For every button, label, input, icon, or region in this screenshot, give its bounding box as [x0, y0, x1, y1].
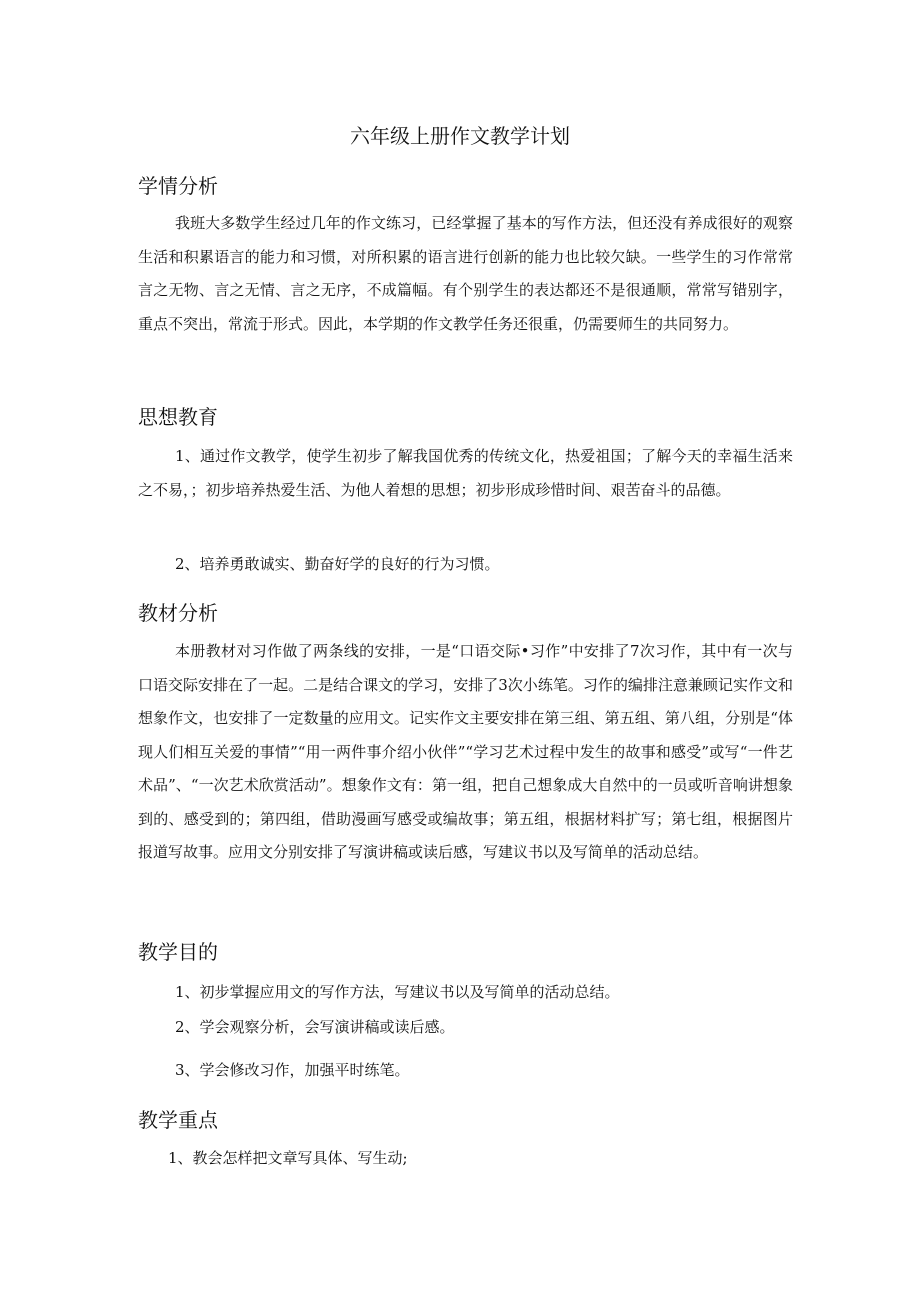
ideology-item-2: 2、培养勇敢诚实、勤奋好学的良好的行为习惯。	[175, 555, 500, 573]
goals-item-1: 1、初步掌握应用文的写作方法，写建议书以及写简单的活动总结。	[175, 983, 620, 1001]
section-heading-ideology: 思想教育	[138, 405, 218, 429]
goals-item-2: 2、学会观察分析，会写演讲稿或读后感。	[175, 1018, 455, 1036]
section-heading-textbook: 教材分析	[138, 601, 218, 625]
situation-paragraph: 我班大多数学生经过几年的作文练习，已经掌握了基本的写作方法，但还没有养成很好的观察生活和积累语言的能力和习惯，对所积累的语言进行创新的能力也比较欠缺。一些学生的习作常常言之无物、言之无情、言之无序，不成篇幅。有个别学生的表达都还不是很通顺，常常写错别字，重点不突出，常流于形式。因此，本学期的作文教学任务还很重，仍需要师生的共同努力。	[138, 214, 793, 333]
document-title: 六年级上册作文教学计划	[350, 124, 570, 148]
section-heading-focus: 教学重点	[138, 1108, 218, 1132]
ideology-item-1: 1、通过作文教学，使学生初步了解我国优秀的传统文化，热爱祖国；了解今天的幸福生活来之不易，；初步培养热爱生活、为他人着想的思想；初步形成珍惜时间、艰苦奋斗的品德。	[138, 447, 793, 499]
textbook-paragraph: 本册教材对习作做了两条线的安排，一是“口语交际•习作”中安排了7次习作，其中有一次与口语交际安排在了一起。二是结合课文的学习，安排了3次小练笔。习作的编排注意兼顾记实作文和想象作文，也安排了一定数量的应用文。记实作文主要安排在第三组、第五组、第八组，分别是“体现人们相互关爱的事情”“用一两件事介绍小伙伴”“学习艺术过程中发生的故事和感受”或写“一件艺术品”、“一次艺术欣赏活动”。想象作文有：第一组，把自己想象成大自然中的一员或听音响讲想象到的、感受到的；第四组，借助漫画写感受或编故事；第五组，根据材料扩写；第七组，根据图片报道写故事。应用文分别安排了写演讲稿或读后感，写建议书以及写简单的活动总结。	[138, 642, 793, 861]
section-heading-situation: 学情分析	[138, 174, 218, 198]
focus-item-1: 1、教会怎样把文章写具体、写生动;	[168, 1149, 408, 1167]
goals-item-3: 3、学会修改习作，加强平时练笔。	[175, 1061, 410, 1079]
section-heading-goals: 教学目的	[138, 940, 218, 964]
